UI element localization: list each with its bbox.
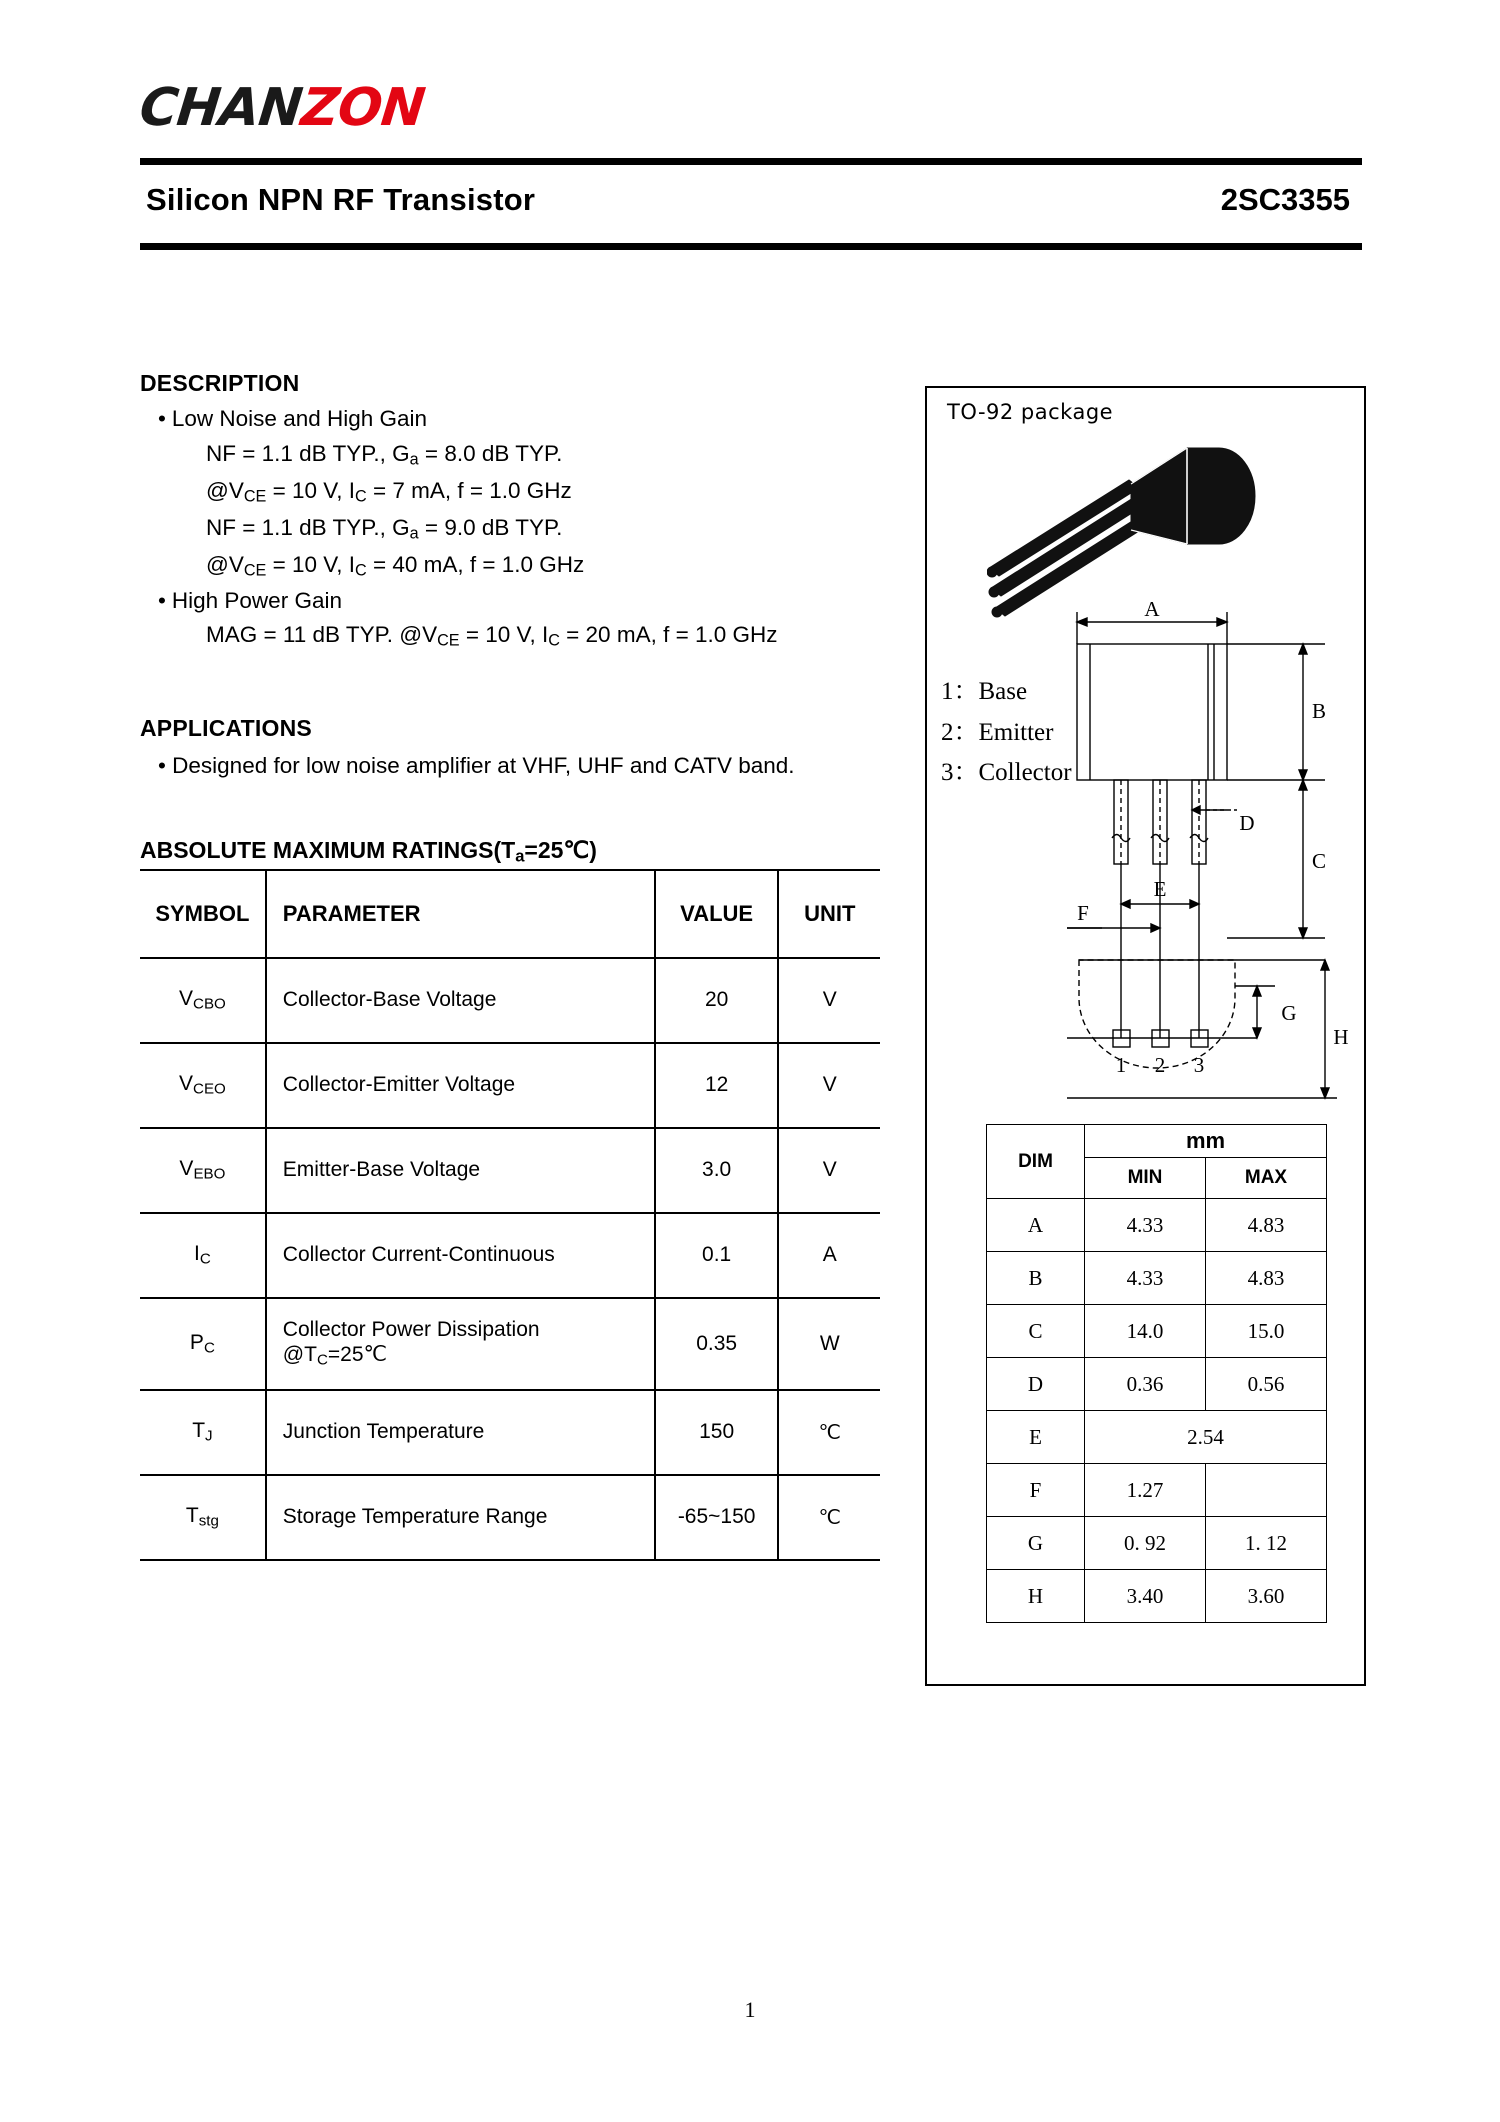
bullet-dot-icon: • bbox=[158, 587, 166, 613]
desc-l4-sub1: CE bbox=[243, 561, 267, 580]
table-row bbox=[140, 1213, 880, 1298]
desc-l2-a: @V bbox=[206, 477, 244, 503]
absolute-maximum-ratings-table bbox=[140, 869, 880, 1561]
part-number: 2SC3355 bbox=[1220, 182, 1350, 217]
cell-parameter: Junction Temperature bbox=[266, 1390, 655, 1475]
bullet-dot-icon: • bbox=[158, 406, 166, 431]
description-line-4 bbox=[140, 550, 880, 582]
cell-value: 150 bbox=[655, 1390, 779, 1475]
dim-letter-H: H bbox=[1333, 1025, 1349, 1049]
table-row bbox=[140, 1298, 880, 1390]
desc-l3-sub: a bbox=[409, 524, 419, 543]
desc-l4-sub2: C bbox=[354, 561, 367, 580]
table-row bbox=[987, 1570, 1327, 1623]
table-row bbox=[140, 1390, 880, 1475]
ratings-table-head bbox=[140, 870, 880, 958]
cell-symbol bbox=[140, 1475, 266, 1560]
symbol-subscript: CEO bbox=[193, 1080, 226, 1098]
symbol-base: P bbox=[189, 1330, 204, 1354]
package-dimension-table bbox=[986, 1124, 1327, 1623]
cell-min: 0.36 bbox=[1085, 1358, 1206, 1411]
max-col-header: MAX bbox=[1206, 1158, 1327, 1199]
unit-col-header: mm bbox=[1085, 1125, 1327, 1158]
page-title: Silicon NPN RF Transistor bbox=[146, 182, 536, 217]
desc-l2-sub1: CE bbox=[243, 487, 267, 506]
cell-max: 0.56 bbox=[1206, 1358, 1327, 1411]
symbol-base: V bbox=[179, 987, 194, 1011]
desc-l5-a: MAG = 11 dB TYP. @V bbox=[206, 622, 438, 648]
cell-dim: E bbox=[987, 1411, 1085, 1464]
cell-value: 0.1 bbox=[655, 1213, 779, 1298]
cell-unit: A bbox=[778, 1213, 880, 1298]
symbol-subscript: CBO bbox=[193, 995, 226, 1013]
dim-table-head bbox=[987, 1125, 1327, 1199]
desc-l2-c: = 7 mA, f = 1.0 GHz bbox=[366, 477, 572, 503]
cell-parameter bbox=[266, 1298, 655, 1390]
table-row bbox=[987, 1252, 1327, 1305]
spacer-description-applications bbox=[140, 657, 880, 715]
cell-max: 4.83 bbox=[1206, 1199, 1327, 1252]
parameter-two-line bbox=[283, 1317, 654, 1370]
cell-unit: V bbox=[778, 1043, 880, 1128]
cell-value: 0.35 bbox=[655, 1298, 779, 1390]
parameter-line-2-sub: C bbox=[316, 1351, 328, 1369]
table-row bbox=[987, 1358, 1327, 1411]
ratings-heading bbox=[140, 837, 880, 867]
col-header-symbol: SYMBOL bbox=[140, 870, 266, 958]
dim-letter-D: D bbox=[1239, 811, 1255, 835]
pin-legend-item-3: 3：Collector bbox=[941, 759, 1072, 786]
ratings-heading-pre: ABSOLUTE MAXIMUM RATINGS(T bbox=[140, 836, 516, 863]
cell-unit: V bbox=[778, 1128, 880, 1213]
symbol-subscript: C bbox=[203, 1339, 215, 1357]
cell-unit: W bbox=[778, 1298, 880, 1390]
chanzon-logo bbox=[137, 78, 427, 138]
cell-unit: V bbox=[778, 958, 880, 1043]
table-row bbox=[987, 1411, 1327, 1464]
dim-letter-G: G bbox=[1281, 1001, 1297, 1025]
dim-col-header: DIM bbox=[987, 1125, 1085, 1199]
cell-min: 3.40 bbox=[1085, 1570, 1206, 1623]
symbol-subscript: J bbox=[205, 1427, 213, 1445]
cell-dim: A bbox=[987, 1199, 1085, 1252]
ratings-heading-sub: a bbox=[515, 846, 525, 866]
symbol-base: V bbox=[179, 1072, 194, 1096]
cell-value: 20 bbox=[655, 958, 779, 1043]
symbol-base: T bbox=[185, 1504, 199, 1528]
logo-text-dark: CHAN bbox=[136, 78, 305, 138]
min-col-header: MIN bbox=[1085, 1158, 1206, 1199]
cell-dim: H bbox=[987, 1570, 1085, 1623]
desc-l5-sub1: CE bbox=[437, 631, 460, 650]
cell-dim: D bbox=[987, 1358, 1085, 1411]
cell-min: 4.33 bbox=[1085, 1199, 1206, 1252]
table-row bbox=[140, 958, 880, 1043]
cell-symbol bbox=[140, 1128, 266, 1213]
dimension-table-wrapper bbox=[986, 1124, 1326, 1623]
col-header-parameter: PARAMETER bbox=[266, 870, 655, 958]
pin-number-2: 2 bbox=[1154, 1053, 1166, 1077]
desc-l5-sub2: C bbox=[548, 631, 560, 650]
description-line-5 bbox=[140, 620, 880, 652]
cell-min: 4.33 bbox=[1085, 1252, 1206, 1305]
bullet-dot-icon: • bbox=[158, 753, 166, 779]
cell-symbol bbox=[140, 1043, 266, 1128]
desc-l5-b: = 10 V, I bbox=[459, 622, 549, 648]
cell-min: 0. 92 bbox=[1085, 1517, 1206, 1570]
pin-number-3: 3 bbox=[1193, 1053, 1205, 1077]
dim-letter-A: A bbox=[1144, 598, 1160, 621]
dim-letter-B: B bbox=[1311, 699, 1327, 723]
col-header-value: VALUE bbox=[655, 870, 779, 958]
description-bullet-1 bbox=[140, 405, 880, 434]
to92-transistor-illustration bbox=[987, 422, 1307, 622]
description-line-1 bbox=[140, 439, 880, 471]
package-label: TO-92 package bbox=[947, 400, 1114, 424]
pin-number-1: 1 bbox=[1115, 1053, 1127, 1077]
cell-max: 15.0 bbox=[1206, 1305, 1327, 1358]
cell-max: 4.83 bbox=[1206, 1252, 1327, 1305]
cell-value: 12 bbox=[655, 1043, 779, 1128]
ratings-table-body bbox=[140, 958, 880, 1560]
dim-letter-C: C bbox=[1311, 849, 1327, 873]
mechanical-outline-drawing bbox=[927, 598, 1364, 1158]
cell-dim: F bbox=[987, 1464, 1085, 1517]
parameter-line-2-post: =25℃ bbox=[327, 1343, 388, 1367]
parameter-line-1: Collector Power Dissipation bbox=[282, 1317, 540, 1341]
table-row bbox=[987, 1464, 1327, 1517]
desc-l1-b: = 8.0 dB TYP. bbox=[418, 440, 563, 466]
cell-min: 1.27 bbox=[1085, 1464, 1206, 1517]
applications-bullet-1 bbox=[140, 750, 848, 783]
cell-dim: G bbox=[987, 1517, 1085, 1570]
cell-parameter: Collector-Emitter Voltage bbox=[266, 1043, 655, 1128]
left-content-column bbox=[140, 370, 880, 1561]
cell-min: 14.0 bbox=[1085, 1305, 1206, 1358]
cell-parameter: Emitter-Base Voltage bbox=[266, 1128, 655, 1213]
cell-parameter: Collector-Base Voltage bbox=[266, 958, 655, 1043]
description-bullet-1-label: Low Noise and High Gain bbox=[171, 406, 428, 431]
ratings-heading-post: =25℃) bbox=[524, 836, 597, 863]
applications-heading: APPLICATIONS bbox=[140, 715, 312, 742]
cell-max: 1. 12 bbox=[1206, 1517, 1327, 1570]
cell-min-max-span: 2.54 bbox=[1085, 1411, 1327, 1464]
desc-l3-b: = 9.0 dB TYP. bbox=[418, 514, 563, 540]
desc-l3-a: NF = 1.1 dB TYP., G bbox=[206, 514, 410, 540]
symbol-base: V bbox=[179, 1157, 194, 1181]
table-row bbox=[987, 1199, 1327, 1252]
symbol-subscript: EBO bbox=[193, 1165, 226, 1183]
dim-letter-E: E bbox=[1153, 877, 1167, 901]
desc-l2-sub2: C bbox=[354, 487, 367, 506]
header-rule-top bbox=[140, 158, 1362, 165]
desc-l4-b: = 10 V, I bbox=[266, 551, 355, 577]
cell-unit: ℃ bbox=[778, 1475, 880, 1560]
cell-parameter: Storage Temperature Range bbox=[266, 1475, 655, 1560]
desc-l1-a: NF = 1.1 dB TYP., G bbox=[206, 440, 410, 466]
table-header-row bbox=[140, 870, 880, 958]
desc-l5-c: = 20 mA, f = 1.0 GHz bbox=[559, 622, 778, 648]
spacer-applications-ratings bbox=[140, 783, 880, 837]
symbol-subscript: stg bbox=[198, 1512, 219, 1530]
logo-text-red: ZON bbox=[298, 78, 428, 138]
applications-bullet-1-label: Designed for low noise amplifier at VHF, UHF and CATV band. bbox=[172, 753, 795, 779]
cell-dim: C bbox=[987, 1305, 1085, 1358]
table-row bbox=[140, 1475, 880, 1560]
table-row bbox=[140, 1043, 880, 1128]
cell-parameter: Collector Current-Continuous bbox=[266, 1213, 655, 1298]
symbol-subscript: C bbox=[199, 1250, 211, 1268]
header-row bbox=[140, 182, 1362, 242]
col-header-unit: UNIT bbox=[778, 870, 880, 958]
symbol-base: T bbox=[192, 1419, 206, 1443]
cell-symbol bbox=[140, 958, 266, 1043]
cell-value: 3.0 bbox=[655, 1128, 779, 1213]
cell-symbol bbox=[140, 1213, 266, 1298]
desc-l1-sub: a bbox=[409, 450, 419, 469]
dim-table-body bbox=[987, 1199, 1327, 1623]
description-line-2 bbox=[140, 476, 880, 508]
description-bullet-2 bbox=[140, 587, 880, 616]
table-row bbox=[987, 1305, 1327, 1358]
description-bullet-2-label: High Power Gain bbox=[171, 587, 342, 613]
parameter-line-2-pre: @T bbox=[282, 1343, 317, 1367]
desc-l4-c: = 40 mA, f = 1.0 GHz bbox=[366, 551, 585, 577]
table-row bbox=[140, 1128, 880, 1213]
table-row bbox=[987, 1517, 1327, 1570]
desc-l2-b: = 10 V, I bbox=[266, 477, 355, 503]
cell-dim: B bbox=[987, 1252, 1085, 1305]
table-header-row bbox=[987, 1125, 1327, 1158]
header-rule-bottom bbox=[140, 243, 1362, 250]
dim-letter-F: F bbox=[1077, 901, 1089, 925]
cell-max: 3.60 bbox=[1206, 1570, 1327, 1623]
pin-legend-item-2: 2：Emitter bbox=[941, 718, 1054, 746]
pin-legend-item-1: 1：Base bbox=[941, 678, 1028, 705]
symbol-base: I bbox=[194, 1242, 200, 1266]
page-number: 1 bbox=[744, 1997, 756, 2022]
cell-value: -65~150 bbox=[655, 1475, 779, 1560]
cell-unit: ℃ bbox=[778, 1390, 880, 1475]
description-heading: DESCRIPTION bbox=[140, 370, 300, 396]
cell-symbol bbox=[140, 1390, 266, 1475]
cell-symbol bbox=[140, 1298, 266, 1390]
description-line-3 bbox=[140, 513, 880, 545]
cell-max bbox=[1206, 1464, 1327, 1517]
desc-l4-a: @V bbox=[206, 551, 244, 577]
